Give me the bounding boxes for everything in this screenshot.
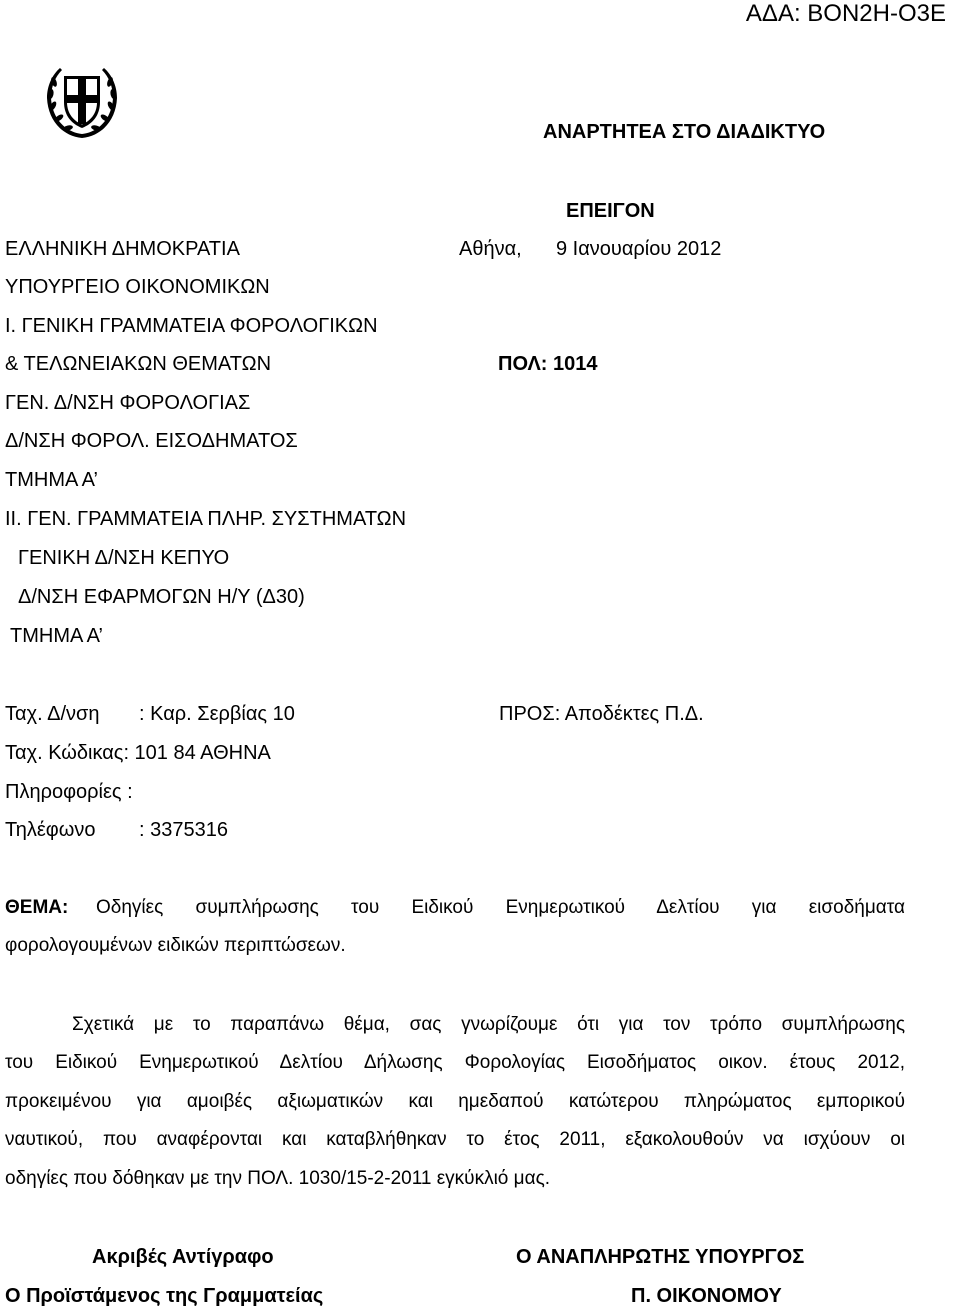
- header-line: ΤΜΗΜΑ Α’: [5, 469, 98, 491]
- urgent-label: ΕΠΕΙΓΟΝ: [566, 200, 655, 222]
- ada-code: ΑΔΑ: ΒΟΝ2Η-Ο3Ε: [745, 0, 946, 27]
- ref-number: ΠΟΛ: 1014: [498, 353, 598, 375]
- header-line: ΕΛΛΗΝΙΚΗ ΔΗΜΟΚΡΑΤΙΑ: [5, 238, 240, 260]
- body-line: προκειμένου για αμοιβές αξιωματικών και ημεδαπού κατώτερου πληρώματος εμπορικού: [5, 1091, 905, 1112]
- info-label: Πληροφορίες :: [5, 781, 133, 803]
- signature-left-title: Ακριβές Αντίγραφο: [92, 1246, 274, 1268]
- address-value: : Καρ. Σερβίας 10: [139, 703, 295, 725]
- signature-right-name: Π. ΟΙΚΟΝΟΜΟΥ: [631, 1285, 782, 1307]
- subject-line: φορολογουμένων ειδικών περιπτώσεων.: [5, 935, 346, 956]
- header-line: ΤΜΗΜΑ Α’: [10, 625, 103, 647]
- greek-coat-of-arms-icon: [38, 56, 126, 144]
- address-label: Ταχ. Δ/νση: [5, 703, 100, 725]
- postal-code: Ταχ. Κώδικας: 101 84 ΑΘΗΝΑ: [5, 742, 271, 764]
- signature-right-title: Ο ΑΝΑΠΛΗΡΩΤΗΣ ΥΠΟΥΡΓΟΣ: [516, 1246, 805, 1268]
- header-line: ΙΙ. ΓΕΝ. ΓΡΑΜΜΑΤΕΙΑ ΠΛΗΡ. ΣΥΣΤΗΜΑΤΩΝ: [5, 508, 407, 530]
- subject-line: Οδηγίες συμπλήρωσης του Ειδικού Ενημερωτικού Δελτίου για εισοδήματα: [96, 897, 905, 918]
- body-line: ναυτικού, που αναφέρονται και καταβλήθηκαν το έτος 2011, εξακολουθούν να ισχύουν οι: [5, 1129, 905, 1150]
- phone-value: : 3375316: [139, 819, 228, 841]
- header-line: & ΤΕΛΩΝΕΙΑΚΩΝ ΘΕΜΑΤΩΝ: [5, 353, 272, 375]
- place: Αθήνα,: [459, 238, 522, 260]
- subject-label: ΘΕΜΑ:: [5, 897, 69, 918]
- header-line: Δ/ΝΣΗ ΕΦΑΡΜΟΓΩΝ Η/Υ (Δ30): [18, 586, 305, 608]
- body-line: οδηγίες που δόθηκαν με την ΠΟΛ. 1030/15-2-2011 εγκύκλιό μας.: [5, 1168, 551, 1189]
- recipients: ΠΡΟΣ: Αποδέκτες Π.Δ.: [499, 703, 704, 725]
- header-line: ΓΕΝΙΚΗ Δ/ΝΣΗ ΚΕΠΥΟ: [18, 547, 230, 569]
- phone-label: Τηλέφωνο: [5, 819, 96, 841]
- header-line: ΓΕΝ. Δ/ΝΣΗ ΦΟΡΟΛΟΓΙΑΣ: [5, 392, 251, 414]
- header-line: Δ/ΝΣΗ ΦΟΡΟΛ. ΕΙΣΟΔΗΜΑΤΟΣ: [5, 430, 298, 452]
- body-line: Σχετικά με το παραπάνω θέμα, σας γνωρίζουμε ότι για τον τρόπο συμπλήρωσης: [72, 1014, 905, 1035]
- publish-note: ΑΝΑΡΤΗΤΕΑ ΣΤΟ ΔΙΑΔΙΚΤΥΟ: [543, 121, 826, 143]
- body-line: του Ειδικού Ενημερωτικού Δελτίου Δήλωσης Φορολογίας Εισοδήματος οικον. έτους 2012,: [5, 1052, 905, 1073]
- header-line: Ι. ΓΕΝΙΚΗ ΓΡΑΜΜΑΤΕΙΑ ΦΟΡΟΛΟΓΙΚΩΝ: [5, 315, 378, 337]
- date: 9 Ιανουαρίου 2012: [556, 238, 722, 260]
- header-line: ΥΠΟΥΡΓΕΙΟ ΟΙΚΟΝΟΜΙΚΩΝ: [5, 276, 270, 298]
- signature-left-name: Ο Προϊστάμενος της Γραμματείας: [5, 1285, 324, 1307]
